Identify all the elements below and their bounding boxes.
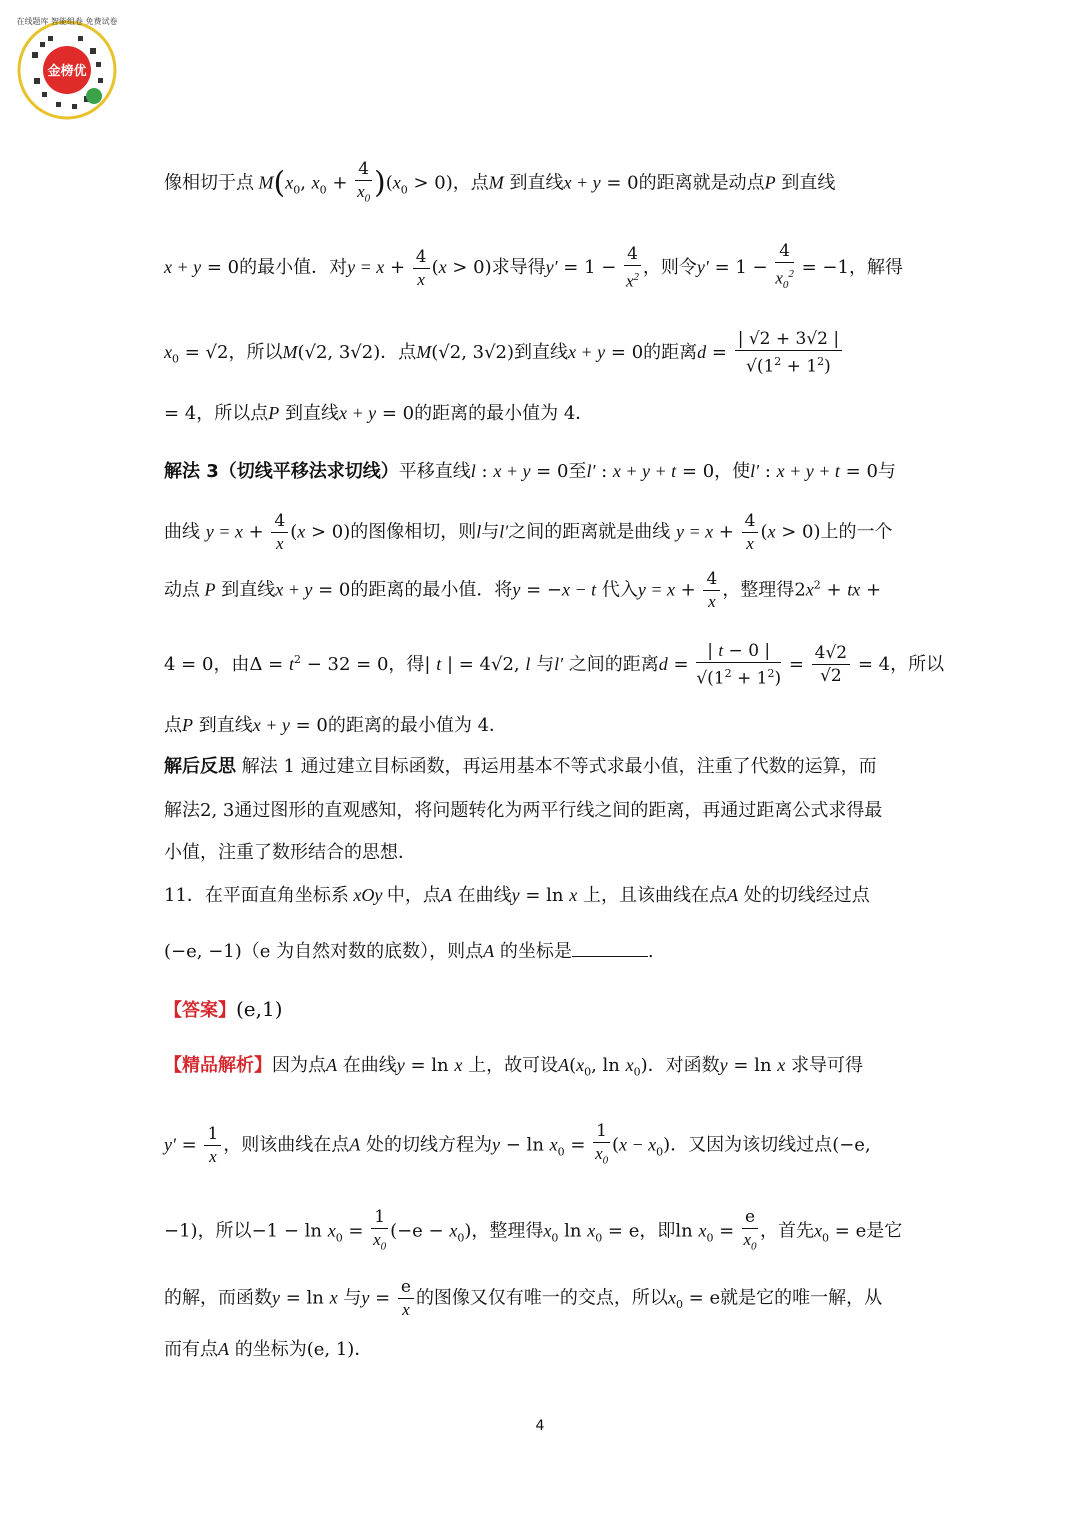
answer-line <box>164 994 924 1026</box>
logo-text: 金榜优 <box>47 64 87 79</box>
analysis-line-3: −1)，所以$-1 - \ln x_0$ = $\frac{1}{x_0}$ $(-e - x_0)$，整理得$x_0$ $\ln x_0 = e$，即$\ln x_0$ = $\frac{e}{x_0}$ ，首先$x_0 = e$是它 <box>164 1207 903 1253</box>
answer-tag: 【答案】 <box>164 1000 236 1021</box>
line-3: $x_0 = √2$，所以M(√2, 3√2)．点M(√2, 3√2)到直线x + y = 0的距离d = $\frac{| √2 + 3√2 |}{√(1^2 + 1^2)}$ <box>164 328 924 378</box>
line-5: 解法 3（切线平移法求切线）平移直线l : x + y = 0至l′ : x + y + t = 0，使l′ : x + y + t = 0与 <box>164 461 896 482</box>
line-1: 像相切于点 $M(x_0$, $x_0$ + $\frac{4}{x_0}$ )$(x_0 > 0)$，点M 到直线x + y = 0的距离就是动点P 到直线 <box>164 159 836 205</box>
analysis-line-4: 的解，而函数y = ln x 与y = $\frac{e}{x}$ 的图像又仅有唯一的交点，所以$x_0 = e$就是它的唯一解，从 <box>164 1277 883 1319</box>
line-11: 解法2, 3通过图形的直观感知，将问题转化为两平行线之间的距离，再通过距离公式求得最 <box>164 800 883 821</box>
line-6: 曲线 y = x + $\frac{4}{x}$ (x > 0)的图像相切，则l与l′之间的距离就是曲线 y = x + $\frac{4}{x}$ (x > 0)上的一个 <box>164 511 893 553</box>
question-11-line-1: 11．在平面直角坐标系 xOy 中，点A 在曲线y = ln x 上，且该曲线在点A 处的切线经过点 <box>164 885 870 906</box>
line-9: 点P 到直线x + y = 0的距离的最小值为 4． <box>164 715 508 736</box>
line-12: 小值，注重了数形结合的思想． <box>164 842 416 863</box>
question-11-line-2: (−e, −1)（e 为自然对数的底数），则点A 的坐标是 . <box>164 936 924 967</box>
line-2: x + y = 0的最小值．对y = x + $\frac{4}{x}$ (x > 0)求导得y′ = 1 − $\frac{4}{x^2}$ ，则令y′ = 1 − $\frac{4}{x_0^2}$ = −1，解得 <box>164 241 903 292</box>
qr-logo <box>12 12 122 122</box>
line-8: 4 = 0，由$\Delta = t^2 - 32 = 0$，得| t | = 4√2, l 与l′ 之间的距离d = $\frac{| t - 0 |}{√(1^2 + 1^2)}$ = $\frac{4√2}{√2}$ = 4，所以 <box>164 641 945 689</box>
reflection-title: 解后反思 <box>164 756 236 777</box>
analysis-line-2: y′ = $\frac{1}{x}$ ，则该曲线在点A 处的切线方程为$y - \ln x_0$ = $\frac{1}{x_0}$ $(x - x_0)$．又因为该切线过点(−e, <box>164 1121 871 1167</box>
logo-ring-text: 在线题库 智能组卷 免费试卷 <box>16 17 118 26</box>
answer-blank <box>572 938 648 957</box>
page-number: 4 <box>535 1418 545 1434</box>
line-7: 动点 P 到直线x + y = 0的距离的最小值．将y = −x − t 代入y = x + $\frac{4}{x}$ ，整理得$2x^2$ + tx + <box>164 569 882 611</box>
line-10: 解后反思 解法 1 通过建立目标函数，再运用基本不等式求最小值，注重了代数的运算，而 <box>164 756 877 777</box>
method-3-title: 解法 3（切线平移法求切线） <box>164 461 399 482</box>
analysis-line-1: 【精品解析】因为点A 在曲线y = ln x 上，故可设$A(x_0$, $\ln x_0$)．对函数y = ln x 求导可得 <box>164 1055 863 1079</box>
analysis-tag: 【精品解析】 <box>164 1055 272 1076</box>
line-4: = 4，所以点P 到直线x + y = 0的距离的最小值为 4． <box>164 403 594 424</box>
analysis-line-5: 而有点A 的坐标为(e, 1)． <box>164 1339 373 1360</box>
answer-value: (e,1) <box>236 997 283 1021</box>
